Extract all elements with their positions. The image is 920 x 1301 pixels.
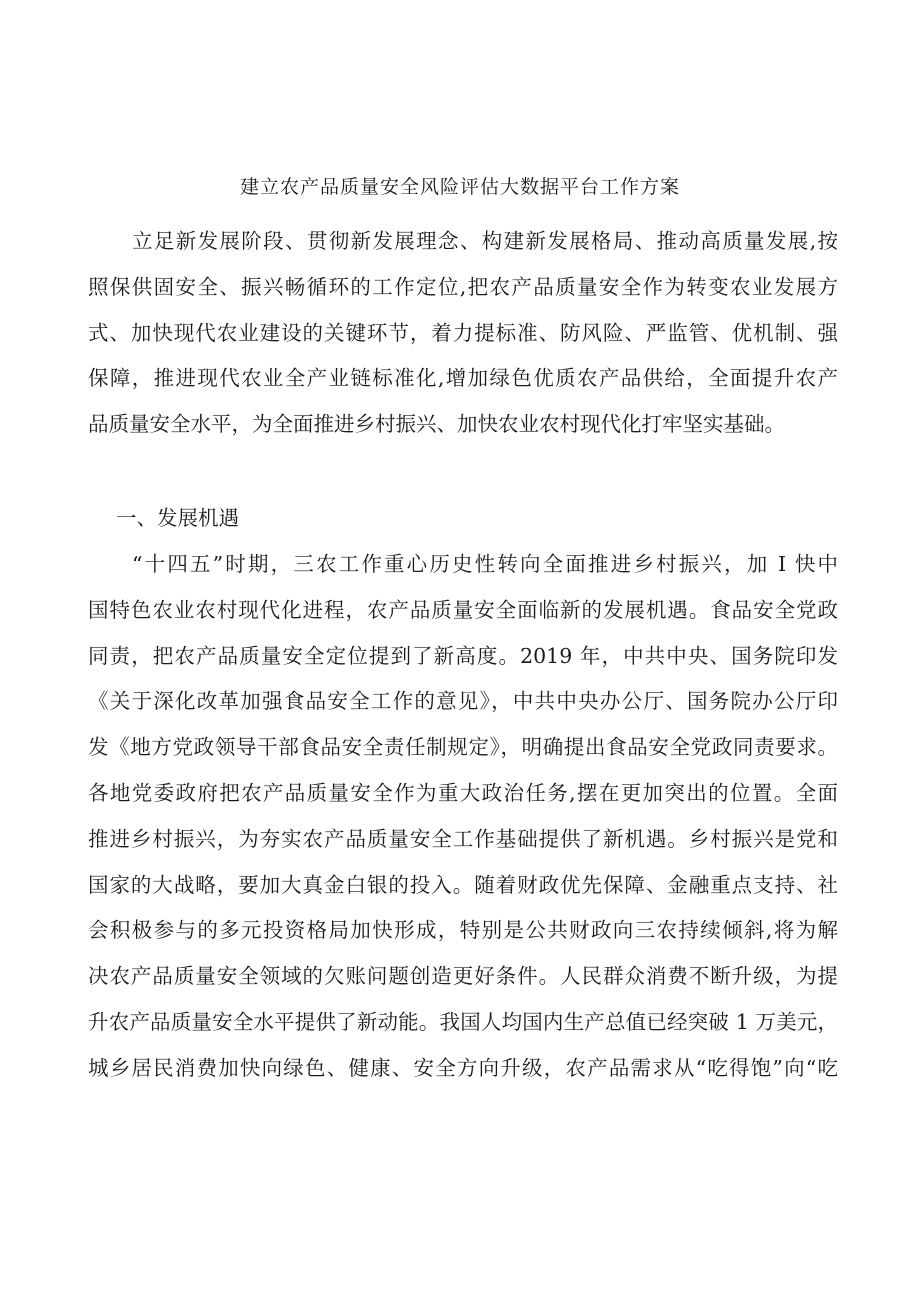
paragraph-line: 各地党委政府把农产品质量安全作为重大政治任务,摆在更加突出的位置。全面 <box>88 780 838 805</box>
paragraph-line: 同责，把农产品质量安全定位提到了新高度。2019 年，中共中央、国务院印发 <box>88 643 838 668</box>
paragraph-line: 国特色农业农村现代化进程，农产品质量安全面临新的发展机遇。食品安全党政 <box>88 597 838 622</box>
paragraph-opportunities <box>88 542 838 1092</box>
paragraph-line: 品质量安全水平，为全面推进乡村振兴、加快农业农村现代化打牢坚实基础。 <box>88 412 785 437</box>
paragraph-line: 立足新发展阶段、贯彻新发展理念、构建新发展格局、推动高质量发展,按 <box>132 229 838 253</box>
paragraph-line: 决农产品质量安全领域的欠账问题创造更好条件。人民群众消费不断升级，为提 <box>88 964 838 989</box>
document-title: 建立农产品质量安全风险评估大数据平台工作方案 <box>239 176 680 198</box>
paragraph-line: 会积极参与的多元投资格局加快形成，特别是公共财政向三农持续倾斜,将为解 <box>88 918 838 943</box>
paragraph-line: “十四五”时期，三农工作重心历史性转向全面推进乡村振兴，加 I 快中 <box>132 552 838 576</box>
paragraph-line: 《关于深化改革加强食品安全工作的意见》，中共中央办公厅、国务院办公厅印 <box>88 689 838 714</box>
paragraph-line: 国家的大战略，要加大真金白银的投入。随着财政优先保障、金融重点支持、社 <box>88 872 838 897</box>
section-heading: 一、发展机遇 <box>116 506 239 530</box>
paragraph-line: 保障，推进现代农业全产业链标准化,增加绿色优质农产品供给，全面提升农产 <box>88 366 838 391</box>
paragraph-line: 升农产品质量安全水平提供了新动能。我国人均国内生产总值已经突破 1 万美元， <box>88 1009 838 1034</box>
paragraph-line: 式、加快现代农业建设的关键环节，着力提标准、防风险、严监管、优机制、强 <box>88 320 838 345</box>
paragraph-line: 发《地方党政领导干部食品安全责任制规定》，明确提出食品安全党政同责要求。 <box>88 735 838 760</box>
paragraph-line: 城乡居民消费加快向绿色、健康、安全方向升级，农产品需求从“吃得饱”向“吃 <box>88 1055 838 1080</box>
paragraph-intro <box>88 219 838 448</box>
paragraph-line: 照保供固安全、振兴畅循环的工作定位,把农产品质量安全作为转变农业发展方 <box>88 274 838 299</box>
paragraph-line: 推进乡村振兴，为夯实农产品质量安全工作基础提供了新机遇。乡村振兴是党和 <box>88 826 838 851</box>
